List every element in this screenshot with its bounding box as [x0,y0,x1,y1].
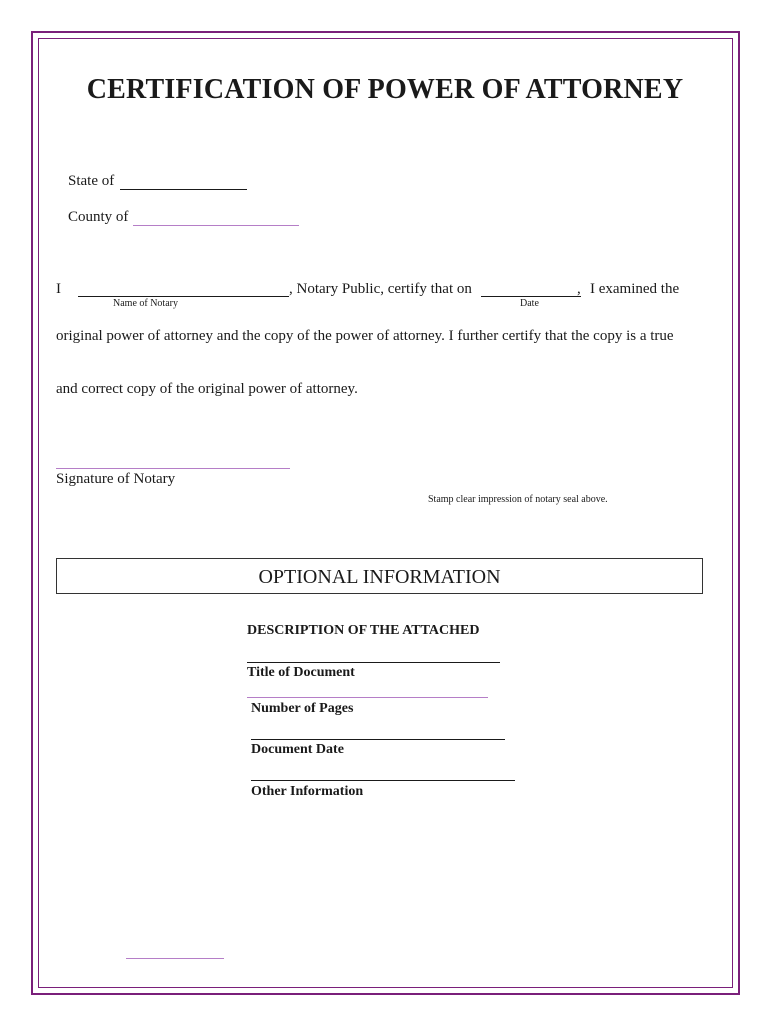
date-caption: Date [520,298,539,309]
document-date-label: Document Date [251,742,344,757]
stamp-note: Stamp clear impression of notary seal above. [428,494,608,505]
county-field[interactable] [133,225,299,226]
optional-info-heading: OPTIONAL INFORMATION [56,558,703,594]
number-of-pages-label: Number of Pages [251,701,354,716]
other-information-label: Other Information [251,784,364,799]
signature-field[interactable] [56,468,290,469]
other-information-field[interactable] [251,780,515,781]
number-of-pages-field[interactable] [247,697,488,698]
cert-suffix-text: I examined the [590,281,680,297]
notary-name-field[interactable] [78,296,289,297]
state-label: State of [68,173,115,189]
paragraph-line-2: original power of attorney and the copy of the power of attorney. I further certify that the copy is a true [56,328,674,344]
county-label: County of [68,209,129,225]
state-field[interactable] [120,189,247,190]
signature-label: Signature of Notary [56,471,176,487]
description-heading: DESCRIPTION OF THE ATTACHED [247,623,480,638]
paragraph-line-3: and correct copy of the original power of attorney. [56,381,358,397]
notary-name-caption: Name of Notary [113,298,178,309]
document-title: CERTIFICATION OF POWER OF ATTORNEY [86,74,684,105]
title-of-document-label: Title of Document [247,665,355,680]
title-of-document-field[interactable] [247,662,500,663]
cert-mid-text: , Notary Public, certify that on [289,281,472,297]
document-date-field[interactable] [251,739,505,740]
cert-prefix: I [56,281,61,297]
cert-comma: , [577,281,581,297]
footer-field-line [126,958,224,959]
inner-page-border [38,38,733,988]
date-field[interactable] [481,296,581,297]
